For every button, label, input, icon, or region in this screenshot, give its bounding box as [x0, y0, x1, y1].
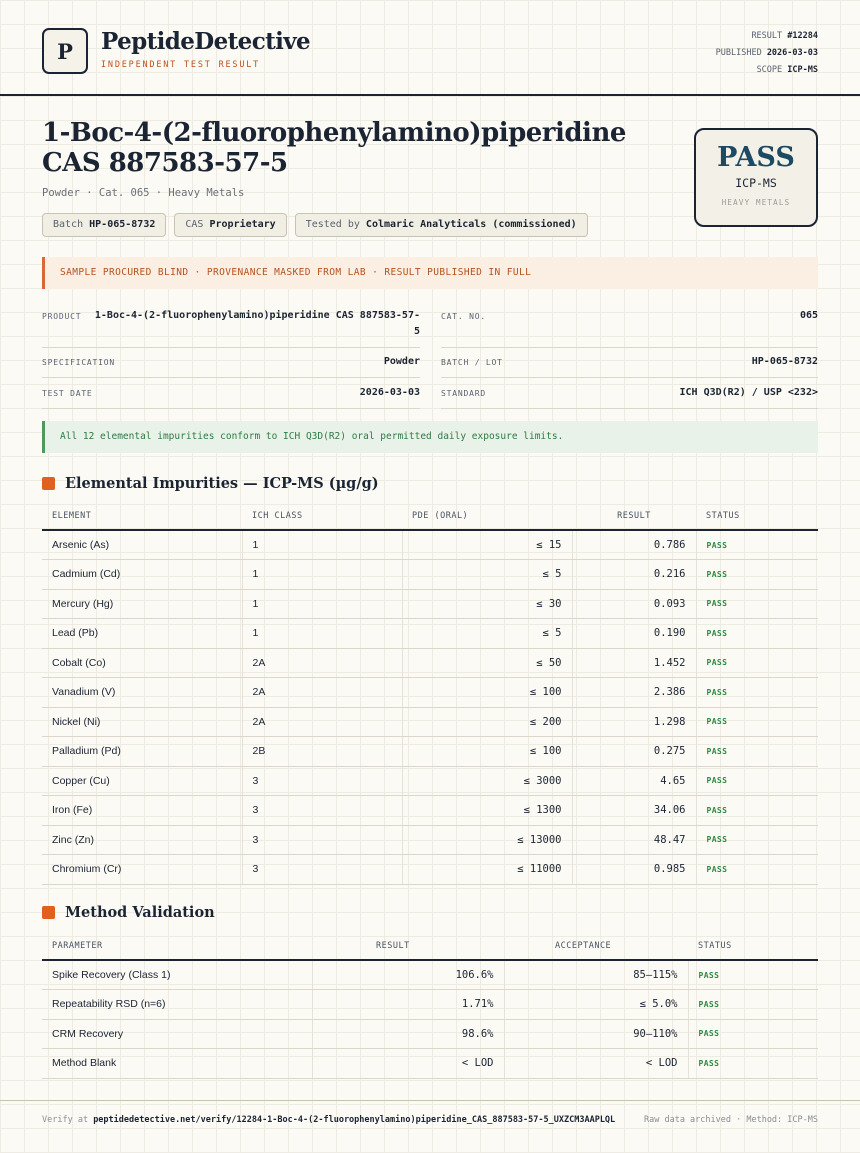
result-cell: 0.216	[572, 560, 696, 590]
validation-table	[42, 933, 818, 1079]
status-badge: PASS	[696, 619, 818, 649]
spec-value: Powder	[383, 356, 420, 367]
result-meta	[716, 28, 818, 79]
element-cell: Vanadium (V)	[42, 678, 242, 708]
ich-class-cell: 1	[242, 530, 402, 560]
pde-cell: ≤ 3000	[402, 766, 572, 796]
ich-class-cell: 3	[242, 825, 402, 855]
table-row	[42, 678, 818, 708]
element-cell: Arsenic (As)	[42, 530, 242, 560]
pill-row	[42, 213, 588, 237]
ich-class-cell: 2A	[242, 678, 402, 708]
ich-class-cell: 3	[242, 796, 402, 826]
ich-class-cell: 3	[242, 766, 402, 796]
status-badge: PASS	[688, 1019, 818, 1049]
meta-result: RESULT #12284	[751, 31, 818, 41]
table-row	[42, 855, 818, 885]
parameter-cell: Method Blank	[42, 1049, 312, 1079]
result-cell: 0.275	[572, 737, 696, 767]
status-badge: PASS	[696, 766, 818, 796]
table-row	[42, 530, 818, 560]
date-value: 2026-03-03	[359, 387, 420, 398]
result-cell: 0.093	[572, 589, 696, 619]
batch-label: BATCH / LOT	[441, 358, 503, 367]
status-badge: PASS	[696, 825, 818, 855]
acceptance-cell: < LOD	[504, 1049, 688, 1079]
element-cell: Iron (Fe)	[42, 796, 242, 826]
product-subtitle: Powder · Cat. 065 · Heavy Metals	[42, 187, 245, 199]
conformity-banner: All 12 elemental impurities conform to ICH Q3D(R2) oral permitted daily exposure limits.	[42, 421, 818, 453]
pde-cell: ≤ 30	[402, 589, 572, 619]
date-label: TEST DATE	[42, 389, 93, 398]
pde-cell: ≤ 13000	[402, 825, 572, 855]
result-cell: 2.386	[572, 678, 696, 708]
element-cell: Lead (Pb)	[42, 619, 242, 649]
col-status: STATUS	[696, 503, 818, 530]
table-row	[42, 1049, 818, 1079]
element-cell: Cobalt (Co)	[42, 648, 242, 678]
catno-value: 065	[799, 310, 818, 321]
product-value: 1-Boc-4-(2-fluorophenylamino)piperidine CAS 887583-57-5	[94, 310, 420, 337]
table-row	[42, 766, 818, 796]
status-badge: PASS	[688, 1049, 818, 1079]
result-cell: 1.452	[572, 648, 696, 678]
table-row	[42, 990, 818, 1020]
result-cell: 0.786	[572, 530, 696, 560]
status-badge: PASS	[696, 707, 818, 737]
pass-stamp	[694, 128, 818, 227]
product-title: 1-Boc-4-(2-fluorophenylamino)piperidine CAS 887583-57-5	[42, 118, 626, 178]
status-badge: PASS	[696, 796, 818, 826]
parameter-cell: Spike Recovery (Class 1)	[42, 960, 312, 990]
acceptance-cell: 85–115%	[504, 960, 688, 990]
stamp-verdict: PASS	[717, 142, 795, 173]
status-badge: PASS	[688, 990, 818, 1020]
ich-class-cell: 3	[242, 855, 402, 885]
element-cell: Copper (Cu)	[42, 766, 242, 796]
col-acceptance: ACCEPTANCE	[504, 933, 688, 960]
brand-logo: P	[42, 28, 88, 74]
col-result: RESULT	[312, 933, 504, 960]
result-cell: 34.06	[572, 796, 696, 826]
pde-cell: ≤ 15	[402, 530, 572, 560]
pde-cell: ≤ 50	[402, 648, 572, 678]
result-cell: 4.65	[572, 766, 696, 796]
parameter-cell: CRM Recovery	[42, 1019, 312, 1049]
col-result: RESULT	[572, 503, 696, 530]
impurities-title: Elemental Impurities — ICP-MS (µg/g)	[65, 475, 379, 492]
brand-name: PeptideDetective	[101, 28, 311, 55]
ich-class-cell: 1	[242, 589, 402, 619]
result-cell: 106.6%	[312, 960, 504, 990]
result-cell: < LOD	[312, 1049, 504, 1079]
tested-by-pill: Tested by Colmaric Analyticals (commissioned)	[295, 213, 588, 237]
table-row	[42, 737, 818, 767]
pde-cell: ≤ 100	[402, 678, 572, 708]
section-marker-icon	[42, 906, 55, 919]
status-badge: PASS	[696, 560, 818, 590]
table-row	[42, 589, 818, 619]
status-badge: PASS	[696, 678, 818, 708]
verify-link[interactable]: Verify at peptidedetective.net/verify/12284-1-Boc-4-(2-fluorophenylamino)piperidine_CAS_887583-57-5_UXZCM3AAPLQL	[42, 1115, 616, 1125]
acceptance-cell: 90–110%	[504, 1019, 688, 1049]
status-badge: PASS	[696, 855, 818, 885]
ich-class-cell: 2A	[242, 648, 402, 678]
batch-pill: Batch HP-065-8732	[42, 213, 166, 237]
col-pde: PDE (ORAL)	[402, 503, 572, 530]
spec-label: SPECIFICATION	[42, 358, 116, 367]
element-cell: Cadmium (Cd)	[42, 560, 242, 590]
element-cell: Palladium (Pd)	[42, 737, 242, 767]
footer-note: Raw data archived · Method: ICP-MS	[644, 1115, 818, 1125]
brand-tagline: INDEPENDENT TEST RESULT	[101, 60, 261, 70]
validation-title: Method Validation	[65, 904, 215, 921]
divider	[441, 347, 818, 348]
warning-banner: SAMPLE PROCURED BLIND · PROVENANCE MASKED FROM LAB · RESULT PUBLISHED IN FULL	[42, 257, 818, 289]
section-marker-icon	[42, 477, 55, 490]
stamp-method: ICP-MS	[735, 176, 777, 190]
divider	[441, 408, 818, 409]
pde-cell: ≤ 200	[402, 707, 572, 737]
ich-class-cell: 1	[242, 619, 402, 649]
ich-class-cell: 2B	[242, 737, 402, 767]
element-cell: Nickel (Ni)	[42, 707, 242, 737]
cas-pill: CAS Proprietary	[174, 213, 286, 237]
col-ich-class: ICH CLASS	[242, 503, 402, 530]
divider	[42, 377, 420, 378]
catno-label: CAT. NO.	[441, 312, 486, 321]
pde-cell: ≤ 100	[402, 737, 572, 767]
col-element: ELEMENT	[42, 503, 242, 530]
status-badge: PASS	[696, 648, 818, 678]
table-header-row	[42, 503, 818, 530]
verify-url[interactable]: peptidedetective.net/verify/12284-1-Boc-4-(2-fluorophenylamino)piperidine_CAS_887583-57-5_UXZCM3AAPLQL	[93, 1115, 616, 1125]
divider	[42, 408, 420, 409]
table-row	[42, 1019, 818, 1049]
result-cell: 1.71%	[312, 990, 504, 1020]
standard-value: ICH Q3D(R2) / USP <232>	[679, 387, 818, 398]
meta-scope: SCOPE ICP-MS	[756, 65, 818, 75]
pde-cell: ≤ 11000	[402, 855, 572, 885]
status-badge: PASS	[688, 960, 818, 990]
status-badge: PASS	[696, 737, 818, 767]
product-label: PRODUCT	[42, 312, 82, 321]
pde-cell: ≤ 1300	[402, 796, 572, 826]
table-row	[42, 619, 818, 649]
result-cell: 1.298	[572, 707, 696, 737]
impurities-table	[42, 503, 818, 885]
element-cell: Zinc (Zn)	[42, 825, 242, 855]
table-row	[42, 648, 818, 678]
col-parameter: PARAMETER	[42, 933, 312, 960]
ich-class-cell: 1	[242, 560, 402, 590]
result-cell: 98.6%	[312, 1019, 504, 1049]
table-row	[42, 796, 818, 826]
footer-rule	[0, 1100, 860, 1101]
batch-value: HP-065-8732	[751, 356, 818, 367]
impurities-heading	[42, 475, 379, 492]
status-badge: PASS	[696, 589, 818, 619]
table-header-row	[42, 933, 818, 960]
report-header	[0, 0, 860, 96]
table-row	[42, 960, 818, 990]
result-cell: 0.985	[572, 855, 696, 885]
status-badge: PASS	[696, 530, 818, 560]
acceptance-cell: ≤ 5.0%	[504, 990, 688, 1020]
divider	[42, 347, 420, 348]
table-row	[42, 707, 818, 737]
parameter-cell: Repeatability RSD (n=6)	[42, 990, 312, 1020]
col-status: STATUS	[688, 933, 818, 960]
standard-label: STANDARD	[441, 389, 486, 398]
result-cell: 48.47	[572, 825, 696, 855]
meta-published: PUBLISHED 2026-03-03	[715, 48, 818, 58]
pde-cell: ≤ 5	[402, 560, 572, 590]
validation-heading	[42, 904, 215, 921]
table-row	[42, 560, 818, 590]
element-cell: Chromium (Cr)	[42, 855, 242, 885]
ich-class-cell: 2A	[242, 707, 402, 737]
divider	[441, 377, 818, 378]
element-cell: Mercury (Hg)	[42, 589, 242, 619]
stamp-category: HEAVY METALS	[721, 198, 791, 207]
pde-cell: ≤ 5	[402, 619, 572, 649]
table-row	[42, 825, 818, 855]
result-cell: 0.190	[572, 619, 696, 649]
